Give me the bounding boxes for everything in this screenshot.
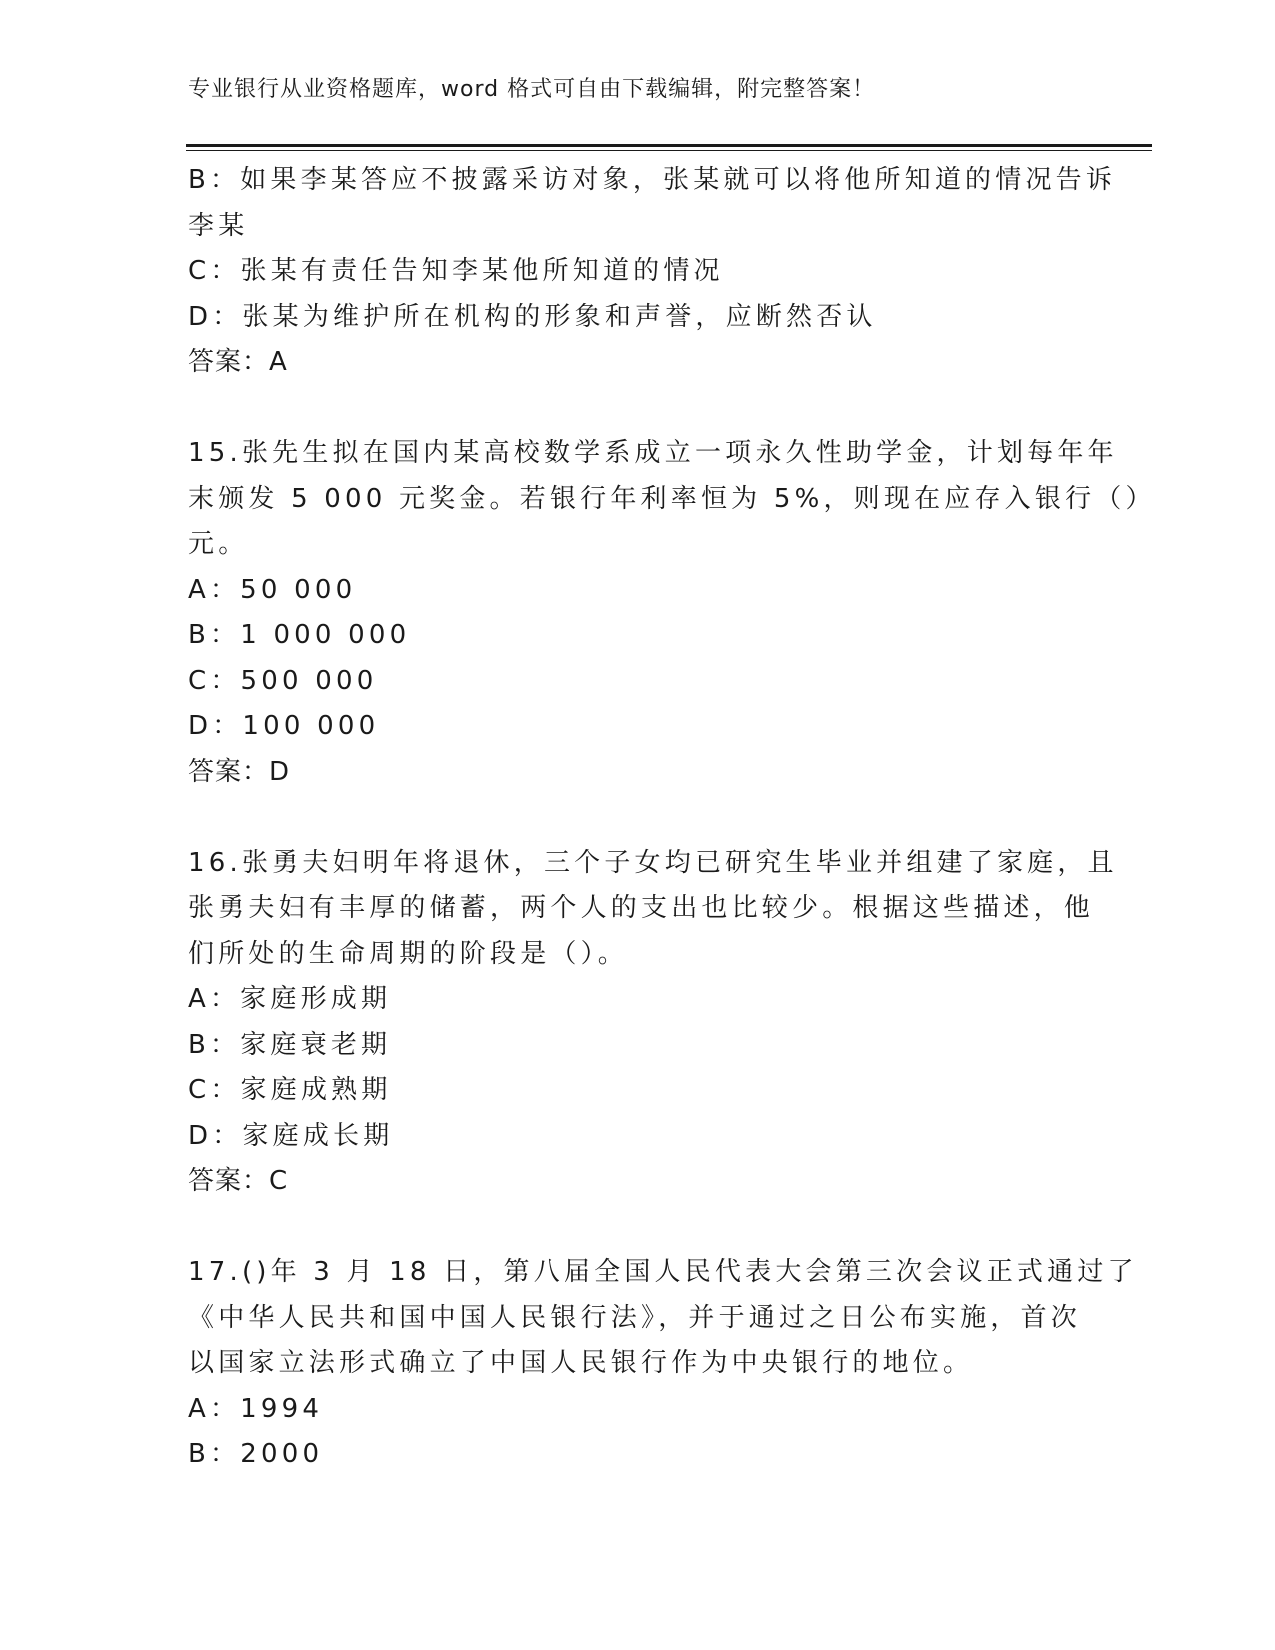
question-15 (188, 431, 1156, 795)
q15-stem-line3: 元。 (188, 529, 249, 559)
q14-answer: 答案：A (188, 347, 288, 377)
spacer (188, 795, 1088, 841)
q17-stem-line1: 17.()年 3 月 18 日，第八届全国人民代表大会第三次会议正式通过了 (188, 1257, 1138, 1287)
q14-option-c: C：张某有责任告知李某他所知道的情况 (188, 256, 724, 286)
spacer (188, 1205, 1088, 1251)
q17-option-a: A：1994 (188, 1393, 324, 1424)
q16-option-b: B：家庭衰老期 (188, 1029, 392, 1060)
q16-answer: 答案：C (188, 1166, 289, 1196)
question-17 (188, 1250, 1138, 1478)
q15-option-c: C：500 000 (188, 665, 378, 696)
q15-stem-line1: 15.张先生拟在国内某高校数学系成立一项永久性助学金，计划每年年 (188, 438, 1118, 468)
q16-option-d: D：家庭成长期 (188, 1120, 394, 1151)
q17-stem-line3: 以国家立法形式确立了中国人民银行作为中央银行的地位。 (188, 1348, 974, 1378)
page-header-text: 专业银行从业资格题库，word 格式可自由下载编辑，附完整答案！ (188, 77, 876, 102)
q15-stem-line2: 末颁发 5 000 元奖金。若银行年利率恒为 5%，则现在应存入银行（） (188, 483, 1156, 514)
q14-option-b-line2: 李某 (188, 210, 249, 241)
question-14 (188, 158, 1117, 386)
q16-option-c: C：家庭成熟期 (188, 1075, 392, 1105)
q17-stem-line2: 《中华人民共和国中国人民银行法》，并于通过之日公布实施，首次 (188, 1302, 1082, 1333)
q15-option-d: D：100 000 (188, 711, 380, 741)
q17-option-b: B：2000 (188, 1439, 324, 1469)
spacer (188, 386, 1088, 432)
q15-answer: 答案：D (188, 756, 291, 787)
q15-option-b: B：1 000 000 (188, 620, 411, 650)
q16-stem-line1: 16.张勇夫妇明年将退休，三个子女均已研究生毕业并组建了家庭，且 (188, 847, 1118, 878)
q14-option-b-line1: B：如果李某答应不披露采访对象，张某就可以将他所知道的情况告诉 (188, 165, 1117, 195)
question-16 (188, 841, 1118, 1205)
q16-stem-line2: 张勇夫妇有丰厚的储蓄，两个人的支出也比较少。根据这些描述，他 (188, 893, 1095, 923)
q16-stem-line3: 们所处的生命周期的阶段是（）。 (188, 938, 629, 969)
q14-option-d: D：张某为维护所在机构的形象和声誉，应断然否认 (188, 301, 877, 332)
q16-option-a: A：家庭形成期 (188, 984, 392, 1014)
header-rule-thin (186, 150, 1152, 151)
q15-option-a: A：50 000 (188, 574, 357, 605)
header-rule-thick (186, 144, 1152, 147)
question-content (188, 158, 1156, 1478)
